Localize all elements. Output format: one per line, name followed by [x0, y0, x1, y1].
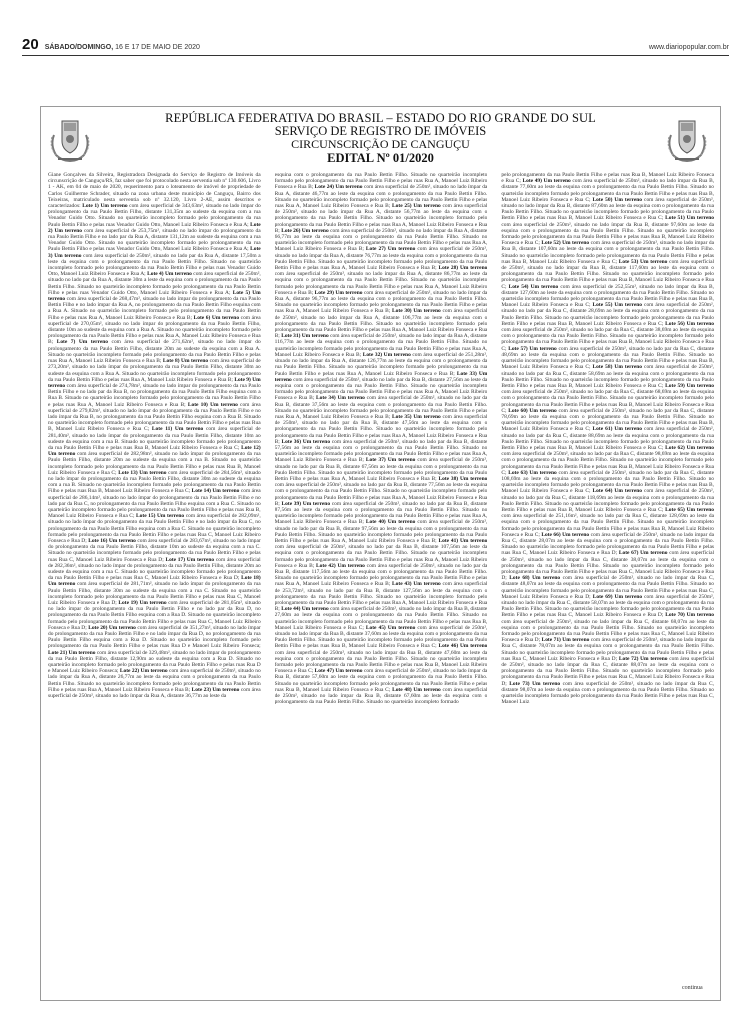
lot-label: Lote 53) Um terreno — [618, 258, 668, 265]
lot-description: com área superficial de 250m², situado no lado par da Rua C, distante 118,69m ao leste da esquina com o prolongamento da rua Paulo Bettin Filho. Situado no quarteirão incompleto formado pelo prolongamento da rua Paulo Bettin Filho e pelas ruas Rua B, Manoel Luiz Ribeiro Fonseca e Rua C; — [501, 488, 714, 513]
lot-description: com área superficial de 250m², situado no lado ímpar da Rua C, distante 98,07m ao leste da esquina com o prolongamento da rua Paulo Bettin Filho. Situado no quarteirão incompleto formado pelo prolongamento da rua Paulo Bettin Filho e pelas ruas Rua C, Manoel Luiz — [501, 680, 714, 706]
lot-description: com área superficial de 250m², situado no lado par da Rua C, distante 78,69m ao leste da esquina com o prolongamento da rua Paulo Bettin Filho. Situado no quarteirão incompleto formado pelo prolongamento da rua Paulo Bettin Filho e pelas ruas Rua B, Manoel Luiz Ribeiro Fonseca e Rua C; — [501, 407, 714, 433]
lot-description: com área superficial de 250m², situado no lado ímpar da Rua C, distante 88,07m ao leste da esquina com o prolongamento da rua Paulo Bettin Filho. Situado no quarteirão incompleto formado pelo prolongamento da rua Paulo Bettin Filho e pelas ruas Rua C, Manoel Luiz Ribeiro Fonseca e Rua D; — [501, 655, 714, 687]
lot-label: Lote 28) Um terreno — [438, 265, 488, 272]
lot-label: Lote 30) Um terreno — [392, 308, 441, 315]
lot-label: Lote 15) Um terreno — [136, 513, 185, 520]
lot-description: com área superficial de 250m², situado no lado ímpar da Rua A, distante 106,77m ao leste da esquina com o prolongamento da rua Paulo Bettin Filho. Situado no quarteirão incompleto formado pelo prolongamento da rua Paulo Bettin Filho e pelas ruas Rua A, Manoel Luiz Ribeiro Fonseca e Rua B; — [274, 308, 488, 340]
lot-description: com área superficial de 253,72m², situado no lado par da Rua B, distante 127,56m ao leste da esquina com o prolongamento da rua Paulo Bettin Filho. Situado no quarteirão incompleto formado pelo prolongamento da rua Paulo Bettin Filho e pelas ruas Rua A, Manoel Luiz Ribeiro Fonseca e Rua B; — [274, 581, 488, 613]
lot-label: Lote 9) Um terreno — [48, 376, 261, 389]
lot-description: com área superficial de 250m², situado no lado ímpar da Rua C, distante 68,07m ao leste da esquina com o prolongamento da rua Paulo Bettin Filho. Situado no quarteirão incompleto formado pelo prolongamento da rua Paulo Bettin Filho e pelas ruas Rua C, Manoel Luiz Ribeiro Fonseca e Rua D; — [501, 618, 714, 644]
lot-label: Lote 41) Um terreno — [438, 537, 488, 544]
lot-description: com área superficial de 282,98m², situado no lado ímpar do prolongamento da rua Paulo Bettin Filho, distante 20m ao sudeste da esquina com a rua B. Situado no quarteirão incompleto formado pelo prolongamento da rua Paulo Bettin Filho e pelas ruas Rua B, Manoel Luiz Ribeiro Fonseca e Rua C; — [48, 451, 261, 476]
lot-description: com área superficial de 250m², situado no lado ímpar da Rua C, distante 38,07m ao leste da esquina com o prolongamento da rua Paulo Bettin Filho. Situado no quarteirão incompleto formado pelo prolongamento da rua Paulo Bettin Filho e pelas ruas Rua C, Manoel Luiz Ribeiro Fonseca e Rua D; — [501, 550, 714, 582]
lot-label: Lote 31) Um terreno — [281, 333, 329, 340]
lot-description: com área superficial de 250m², situado no lado ímpar da Rua C, distante 48,07m ao leste da esquina com o prolongamento da rua Paulo Bettin Filho. Situado no quarteirão incompleto formado pelo prolongamento da rua Paulo Bettin Filho e pelas ruas Rua C, Manoel Luiz Ribeiro Fonseca e Rua D; — [501, 575, 714, 600]
lot-label: Lote 33) Um terreno — [274, 370, 488, 383]
lot-description: com área superficial de 250m², situado no lado ímpar da Rua B, distante 97,60m ao leste da esquina com o prolongamento da rua Paulo Bettin Filho. Situado no quarteirão incompleto formado pelo prolongamento da rua Paulo Bettin Filho e pelas ruas Rua B, Manoel Luiz Ribeiro Fonseca e Rua C; — [501, 221, 714, 247]
lot-label: Lote 60) Um terreno — [508, 407, 557, 414]
lot-label: Lote 38) Um terreno — [438, 475, 488, 482]
lot-description: com área superficial de 250m², situado no lado par da Rua A, distante 30m a leste da esquina com o prolongamento da rua Paulo Bettin Filho. Situado no quarteirão incompleto formado pelo prolongamento da rua Paulo Bettin Filho e pelas ruas Venador Guido Otto, Manoel Luiz Ribeiro Fonseca e Rua A; — [48, 271, 261, 296]
notice-heading — [110, 112, 651, 165]
lot-label: Lote 16) Um terreno — [88, 537, 136, 544]
lot-description: com área superficial de 283,67m², situado no lado ímpar do prolongamento da rua Paulo Bettin Filho, distante 10m ao sudeste da esquina com a rua C. Situado no quarteirão incompleto formado pelo prolongamento da rua Paulo Bettin Filho e pelas ruas Rua C, Manoel Luiz Ribeiro Fonseca e Rua D; — [48, 537, 261, 563]
masthead-left — [22, 37, 200, 52]
lot-description: com área superficial de 253,75m², situado no lado ímpar do prolongamento da rua Paulo Bettin Filho e no lado par da Rua A, distante 131,12m ao sudeste da esquina com a rua Venador Guido Otto. Situado no quarteirão incompleto formado pelo prolongamento da rua Paulo Bettin Filho e pelas ruas Venador Guido Otto, Manoel Luiz Ribeiro Fonseca e Rua A; — [48, 227, 261, 253]
lot-label: Lote 13) Um terreno — [118, 469, 167, 476]
lot-description: com área superficial de 250m², situado no lado ímpar da Rua A, distante 36,77m ao leste da — [48, 686, 261, 700]
lot-description: com área superficial de 270,05m², situado no lado ímpar do prolongamento da rua Paulo Bettin Filho, distante 10m ao sudeste da esquina com a Rua A. Situado no quarteirão incompleto formado pelo prolongamento da rua Paulo Bettin Filho e pelas ruas Rua A, Manoel Luiz Ribeiro Fonseca e Rua B; — [48, 314, 261, 346]
lot-label: Lote 34) Um terreno — [316, 395, 365, 402]
lot-description: com área superficial de 250m², situado no lado ímpar da Rua B, distante 67,60m ao leste da esquina com o prolongamento da rua Paulo Bettin Filho. Situado no quarteirão incompleto formado — [274, 686, 488, 706]
lot-label: Lote 35) Um terreno — [392, 413, 441, 420]
lot-label: Lote 55) Um terreno — [592, 302, 643, 309]
lot-label: Lote 11) Um terreno — [151, 426, 204, 433]
lot-label: Lote 52) Um terreno — [541, 240, 590, 247]
coat-of-arms-icon — [48, 115, 92, 163]
lot-label: Lote 29) Um terreno — [314, 289, 363, 296]
lot-label: Lote 72) Um terreno — [618, 655, 668, 662]
lot-description: com área superficial de 250m², situado no lado ímpar da Rua B, distante 27,60m ao leste da esquina com o prolongamento da rua Paulo Bettin Filho. Situado no quarteirão incompleto formado pelo prolongamento da rua Paulo Bettin Filho e pelas ruas Rua B, Manoel Luiz Ribeiro Fonseca e Rua C; — [274, 606, 488, 631]
lot-description: com área superficial de 250m², situado no lado ímpar da Rua A, distante 96,77m ao leste da esquina com o prolongamento da rua Paulo Bettin Filho. Situado no quarteirão incompleto formado pelo prolongamento da rua Paulo Bettin Filho e pelas ruas Rua A, Manoel Luiz Ribeiro Fonseca e Rua B; — [274, 289, 488, 315]
lot-description: com área superficial de 268,47m², situado no lado ímpar do prolongamento da rua Paulo Bettin Filho e no lado ímpar da Rua A, no prolongamento da rua Paulo Bettin Filho esquina com a Rua A. Situado no quarteirão incompleto formado pelo prolongamento da rua Paulo Bettin Filho e pelas ruas Rua A, Manoel Luiz Ribeiro Fonseca e Rua B; — [48, 296, 261, 321]
lot-label: Lote 44) Um terreno — [281, 606, 329, 613]
lot-label: Lote 39) Um terreno — [281, 500, 331, 507]
lot-description: com área superficial de 250m², situado no lado par da Rua C, distante 108,69m ao leste da esquina com o prolongamento da rua Paulo Bettin Filho. Situado no quarteirão incompleto formado pelo prolongamento da rua Paulo Bettin Filho e pelas ruas Rua B, Manoel Luiz Ribeiro Fonseca e Rua C; — [501, 469, 714, 495]
coat-of-arms-icon — [665, 115, 709, 163]
lot-description: com área superficial de 250m², situado no lado par da Rua B, distante 117,56m ao leste da esquina com o prolongamento da rua Paulo Bettin Filho. Situado no quarteirão incompleto formado pelo prolongamento da rua Paulo Bettin Filho e pelas ruas Rua A, Manoel Luiz Ribeiro Fonseca e Rua B; — [274, 562, 488, 588]
continuation-note: continua — [682, 985, 703, 991]
lot-label: Lote 46) Um terreno — [438, 643, 488, 650]
lot-label: Lote 24) Um terreno — [314, 184, 363, 191]
heading-circumscription: CIRCUNSCRIÇÃO DE CANGUÇU — [291, 137, 470, 151]
lot-description: com área superficial de 284,56m², situado no lado ímpar do prolongamento da rua Paulo Bettin Filho, distante 30m ao sudeste da esquina com a rua B. Situado no quarteirão incompleto formado pelo prolongamento da rua Paulo Bettin Filho e pelas ruas Rua B, Manoel Luiz Ribeiro Fonseca e Rua C; — [48, 469, 261, 495]
lot-description: com área superficial de 250m², situado no lado ímpar da Rua B, distante 87,60m ao leste da esquina com o prolongamento da rua Paulo Bettin Filho. Situado no quarteirão incompleto formado pelo prolongamento da rua Paulo Bettin Filho e pelas ruas Rua B, Manoel Luiz Ribeiro Fonseca e Rua C; — [501, 196, 714, 222]
lot-description: com área superficial de 250m², situado no lado ímpar da Rua B, distante 107,60m ao leste da esquina com o prolongamento da rua Paulo Bettin Filho. Situado no quarteirão incompleto formado pelo prolongamento da rua Paulo Bettin Filho e pelas ruas Rua B, Manoel Luiz Ribeiro Fonseca e Rua C; — [501, 240, 714, 265]
lot-label: Lote 2) Um terreno — [48, 221, 261, 234]
lot-label: Lote 70) Um terreno — [665, 612, 714, 619]
lot-label: Lote 48) Um terreno — [392, 686, 441, 693]
lot-description: com área superficial de 250m², situado no lado par da Rua C, distante 88,69m ao leste da esquina com o prolongamento da rua Paulo Bettin Filho. Situado no quarteirão incompleto formado pelo prolongamento da rua Paulo Bettin Filho e pelas ruas Rua B, Manoel Luiz Ribeiro Fonseca e Rua C; — [501, 426, 714, 451]
lot-label: Lote 21) Um terreno — [48, 649, 96, 656]
lot-description: com área superficial de 250m², situado no lado ímpar da Rua B, distante 47,60m ao leste da esquina com o prolongamento da rua Paulo Bettin Filho. Situado no quarteirão incompleto formado pelo prolongamento da rua Paulo Bettin Filho e pelas ruas Rua B, Manoel Luiz Ribeiro Fonseca e Rua C; — [274, 649, 488, 675]
lot-description: com área superficial de 281,40m², situado no lado ímpar do prolongamento da rua Paulo Bettin Filho, distante 10m ao sudeste da esquina com a rua B. Situado no quarteirão incompleto formado pelo prolongamento da rua Paulo Bettin Filho e pelas ruas Rua B, Manoel Luiz Ribeiro Fonseca e Rua C; — [48, 426, 261, 451]
lot-description: com área superficial de 250m², situado no lado par da Rua B, distante 67,56m ao leste da esquina com o prolongamento da rua Paulo Bettin Filho. Situado no quarteirão incompleto formado pelo prolongamento da rua Paulo Bettin Filho e pelas ruas Rua A, Manoel Luiz Ribeiro Fonseca e Rua B; — [274, 457, 488, 482]
lot-label: Lote 62) Um terreno — [665, 444, 714, 451]
lot-description: com área superficial de 250m², situado no lado ímpar da Rua A, distante 66,77m ao leste da esquina com o prolongamento da rua Paulo Bettin Filho. Situado no quarteirão incompleto formado pelo prolongamento da rua Paulo Bettin Filho e pelas ruas Rua A, Manoel Luiz Ribeiro Fonseca e Rua B; — [274, 227, 488, 253]
lot-description: com área superficial de 250m², situado no lado ímpar da Rua C, distante 28,07m ao leste da esquina com o prolongamento da rua Paulo Bettin Filho. Situado no quarteirão incompleto formado pelo prolongamento da rua Paulo Bettin Filho e pelas ruas Rua C, Manoel Luiz Ribeiro Fonseca e Rua D; — [501, 531, 714, 557]
lot-description: com área superficial de 279,82m², situado no lado ímpar do prolongamento da rua Paulo Bettin Filho e no lado ímpar da Rua B, no prolongamento da rua Paulo Bettin Filho esquina com a Rua B. Situado no quarteirão incompleto formado pelo prolongamento da rua Paulo Bettin Filho e pelas ruas Rua B, Manoel Luiz Ribeiro Fonseca e Rua C; — [48, 401, 261, 433]
lot-label: Lote 18) Um terreno — [48, 575, 261, 588]
lot-description: pelo prolongamento da rua Paulo Bettin Filho e pelas ruas Rua B, Manoel Luiz Ribeiro Fonseca e Rua C; — [501, 172, 714, 185]
lot-label: Lote 19) Um terreno — [118, 600, 167, 607]
lot-label: Lote 20) Um terreno — [88, 624, 136, 631]
lot-description: com área superficial de 250m², situado no lado ímpar da Rua A, distante 76,77m ao leste da esquina com o prolongamento da rua Paulo Bettin Filho. Situado no quarteirão incompleto formado pelo prolongamento da rua Paulo Bettin Filho e pelas ruas Rua A, Manoel Luiz Ribeiro Fonseca e Rua B; — [274, 246, 488, 272]
lot-label: Lote 37) Um terreno — [365, 457, 416, 464]
lot-description: com área superficial de 250m², situado no lado ímpar da Rua B, distante 37,60m ao leste da esquina com o prolongamento da rua Paulo Bettin Filho. Situado no quarteirão incompleto formado pelo prolongamento da rua Paulo Bettin Filho e pelas ruas Rua B, Manoel Luiz Ribeiro Fonseca e Rua C; — [274, 624, 488, 650]
lot-label: Lote 7) Um terreno — [56, 339, 108, 346]
text-column-1 — [48, 172, 261, 982]
lot-label: Lote 5) Um terreno — [48, 289, 261, 303]
lot-description: com área superficial de 250m², situado no lado par da Rua C, distante 98,69m ao leste da esquina com o prolongamento da rua Paulo Bettin Filho. Situado no quarteirão incompleto formado pelo prolongamento da rua Paulo Bettin Filho e pelas ruas Rua B, Manoel Luiz Ribeiro Fonseca e Rua C; — [501, 451, 714, 476]
lot-description: com área superficial de 250m², situado no lado par da Rua B, distante 27,56m ao leste da esquina com o prolongamento da rua Paulo Bettin Filho. Situado no quarteirão incompleto formado pelo prolongamento da rua Paulo Bettin Filho e pelas ruas Rua A, Manoel Luiz Ribeiro Fonseca e Rua B; — [274, 376, 488, 402]
lot-description: com área superficial de 250m², situado no lado ímpar da Rua A, distante 86,77m ao leste da esquina com o prolongamento da rua Paulo Bettin Filho. Situado no quarteirão incompleto formado pelo prolongamento da rua Paulo Bettin Filho e pelas ruas Rua A, Manoel Luiz Ribeiro Fonseca e Rua B; — [274, 271, 488, 296]
heading-edital-number: EDITAL Nº 01/2020 — [327, 151, 434, 165]
lot-description: com área superficial de 250m², situado no lado par da Rua B, distante 87,56m ao leste da esquina com o prolongamento da rua Paulo Bettin Filho. Situado no quarteirão incompleto formado pelo prolongamento da rua Paulo Bettin Filho e pelas ruas Rua A, Manoel Luiz Ribeiro Fonseca e Rua B; — [274, 500, 488, 526]
lot-description: com área superficial de 252,55m², situado no lado ímpar da Rua B, distante 127,60m ao leste da esquina com o prolongamento da rua Paulo Bettin Filho. Situado no quarteirão incompleto formado pelo prolongamento da rua Paulo Bettin Filho e pelas ruas Rua B, Manoel Luiz Ribeiro Fonseca e Rua C; — [501, 283, 714, 309]
text-column-3 — [501, 172, 714, 982]
issue-day: SÁBADO/DOMINGO, — [44, 44, 114, 51]
lot-label: Lote 10) Um terreno — [187, 401, 238, 408]
lot-description: com área superficial de 282,36m², situado no lado ímpar do prolongamento da rua Paulo Bettin Filho, distante 20m ao sudeste da esquina com a rua C. Situado no quarteirão incompleto formado pelo prolongamento da rua Paulo Bettin Filho e pelas ruas Rua C, Manoel Luiz Ribeiro Fonseca e Rua D; — [48, 556, 261, 582]
lot-description: com área superficial de 286,14m², situado no lado ímpar do prolongamento da rua Paulo Bettin Filho e no lado par da Rua C, no prolongamento da rua Paulo Bettin Filho esquina com a Rua C. Situado no quarteirão incompleto formado pelo prolongamento da rua Paulo Bettin Filho e pelas ruas Rua B, Manoel Luiz Ribeiro Fonseca e Rua C; — [48, 488, 261, 520]
lot-label: Lote 54) Um terreno — [508, 283, 559, 290]
lot-label: Lote 71) Um terreno — [541, 637, 590, 644]
lot-label: Lote 61) Um terreno — [592, 426, 643, 433]
lot-description: com área superficial de 250m², situado no lado par da Rua B, distante 97,56m ao leste da esquina com o prolongamento da rua Paulo Bettin Filho. Situado no quarteirão incompleto formado pelo prolongamento da rua Paulo Bettin Filho e pelas ruas Rua A, Manoel Luiz Ribeiro Fonseca e Rua B; — [274, 519, 488, 544]
lot-label: Lote 12) Um terreno — [48, 444, 261, 458]
lot-label: Lote 4) Um terreno — [147, 271, 192, 278]
lot-label: Lote 56) Um terreno — [665, 320, 714, 327]
lot-description: com área superficial de 250m², situado no lado par da Rua C, distante 68,69m ao leste da esquina com o prolongamento da rua Paulo Bettin Filho. Situado no quarteirão incompleto formado pelo prolongamento da rua Paulo Bettin Filho e pelas ruas Rua B, Manoel Luiz Ribeiro Fonseca e Rua C; — [501, 389, 714, 414]
text-column-2 — [275, 172, 488, 982]
lot-label: Lote 22) Um terreno — [119, 668, 168, 675]
lot-description: com área superficial de 343,63m², situado no lado ímpar do prolongamento da rua Paulo Bettin Filho, distante 131,35m ao sudeste da esquina com a rua Venador Guido Otto. Situado no quarteirão incompleto formado pelo prolongamento da rua Paulo Bettin Filho e pelas ruas Venador Guido Otto, Manoel Luiz Ribeiro Fonseca e Rua A; — [48, 203, 261, 228]
lot-description: com área superficial de 250m², situado no lado par da Rua B, distante 37,56m ao leste da esquina com o prolongamento da rua Paulo Bettin Filho. Situado no quarteirão incompleto formado pelo prolongamento da rua Paulo Bettin Filho e pelas ruas Rua A, Manoel Luiz Ribeiro Fonseca e Rua B; — [274, 395, 488, 420]
lot-label: Lote 6) Um terreno — [193, 314, 240, 321]
heading-registry: SERVIÇO DE REGISTRO DE IMÓVEIS — [274, 124, 487, 138]
lot-description: com área superficial de 250m², situado no lado par da Rua C, distante 48,69m ao leste da esquina com o prolongamento da rua Paulo Bettin Filho. Situado no quarteirão incompleto formado pelo prolongamento da rua Paulo Bettin Filho e pelas ruas Rua B, Manoel Luiz Ribeiro Fonseca e Rua C; — [501, 345, 714, 371]
masthead-divider — [22, 55, 729, 56]
heading-republic: REPÚBLICA FEDERATIVA DO BRASIL – ESTADO DO RIO GRANDE DO SUL — [165, 111, 596, 125]
lot-label: Lote 59) Um terreno — [665, 382, 714, 389]
lot-label: Lote 42) Um terreno — [316, 562, 365, 569]
lot-description: com área superficial de 250m², situado no lado par da Rua B, distante 107,56m ao leste da esquina com o prolongamento da rua Paulo Bettin Filho. Situado no quarteirão incompleto formado pelo prolongamento da rua Paulo Bettin Filho e pelas ruas Rua A, Manoel Luiz Ribeiro Fonseca e Rua B; — [274, 544, 488, 569]
lot-label: Lote 25) Um terreno — [392, 203, 441, 210]
lot-label: Lote 43) Um terreno — [392, 581, 441, 588]
issue-date — [45, 44, 200, 52]
lot-description: com área superficial de 250m², situado no lado par da Rua A, distante 17,50m a leste da esquina com o prolongamento da rua Paulo Bettin Filho. Situado no quarteirão incompleto formado pelo prolongamento da rua Paulo Bettin Filho e pelas ruas Venador Guido Otto, Manoel Luiz Ribeiro Fonseca e Rua A; — [48, 252, 261, 278]
lot-label: Lote 3) Um terreno — [48, 246, 261, 259]
lot-label: Lote 57) Um terreno — [508, 345, 557, 352]
lot-label: Lote 63) Um terreno — [508, 469, 557, 476]
lot-label: Lote 26) Um terreno — [281, 227, 329, 234]
lot-label: Lote 67) Um terreno — [618, 550, 668, 557]
lot-label: Lote 14) Um terreno — [191, 488, 240, 495]
lot-description: com área superficial de 250m², situado no lado par da Rua C, distante 58,69m ao leste da esquina com o prolongamento da rua Paulo Bettin Filho. Situado no quarteirão incompleto formado pelo prolongamento da rua Paulo Bettin Filho e pelas ruas Rua B, Manoel Luiz Ribeiro Fonseca e Rua C; — [501, 364, 714, 389]
lot-label: Lote 23) Um terreno — [191, 686, 240, 693]
page-number: 20 — [22, 36, 39, 53]
lot-label: Lote 51) Um terreno — [665, 215, 714, 222]
lot-label: Lote 8) Um terreno — [162, 358, 209, 365]
lot-description: com área superficial de 250m², situado no lado par da Rua C, distante 38,69m ao leste da esquina com o prolongamento da rua Paulo Bettin Filho. Situado no quarteirão incompleto formado pelo prolongamento da rua Paulo Bettin Filho e pelas ruas Rua B, Manoel Luiz Ribeiro Fonseca e Rua C; — [501, 327, 714, 352]
masthead — [22, 36, 729, 52]
lot-label: Lote 64) Um terreno — [592, 488, 643, 495]
issue-date-rest: 16 E 17 DE MAIO DE 2020 — [115, 44, 200, 51]
lot-label: Lote 32) Um terreno — [362, 351, 411, 358]
lot-label: Lote 47) Um terreno — [314, 668, 363, 675]
lot-description: com área superficial de 250m², situado no lado ímpar da Rua A, distante 26,77m ao leste da esquina com o prolongamento da rua Paulo Bettin Filho. Situado no quarteirão incompleto formado pelo prolongamento da rua Paulo Bettin Filho e pelas ruas Rua A, Manoel Luiz Ribeiro Fonseca e Rua B; — [48, 668, 261, 693]
lot-label: Lote 66) Um terreno — [541, 531, 590, 538]
lot-label: Lote 40) Um terreno — [365, 519, 416, 526]
lot-label: Lote 69) Um terreno — [592, 593, 643, 600]
lot-label: Lote 36) Um terreno — [281, 438, 331, 445]
lot-description: com área superficial de 281,71m², situado no lado ímpar do prolongamento da rua Paulo Bettin Filho, distante 30m ao sudeste da esquina com a rua C. Situado no quarteirão incompleto formado pelo prolongamento da rua Paulo Bettin Filho e pelas ruas Rua C, Manoel Luiz Ribeiro Fonseca e Rua D; — [48, 581, 261, 607]
lot-description: com área superficial de 250m², situado no lado ímpar da Rua A, distante 56,77m ao leste da esquina com o prolongamento da rua Paulo Bettin Filho. Situado no quarteirão incompleto formado pelo prolongamento da rua Paulo Bettin Filho e pelas ruas Rua A, Manoel Luiz Ribeiro Fonseca e Rua B; — [274, 203, 488, 234]
lot-description: com área superficial de 282,09m², situado no lado ímpar do prolongamento da rua Paulo Bettin Filho e no lado ímpar da Rua C, no prolongamento da rua Paulo Bettin Filho esquina com a Rua C. Situado no quarteirão incompleto formado pelo prolongamento da rua Paulo Bettin Filho e pelas ruas Rua C, Manoel Luiz Ribeiro Fonseca e Rua D; — [48, 513, 261, 544]
lot-description: com área superficial de 250m², situado no lado ímpar da Rua B, distante 117,60m ao leste da esquina com o prolongamento da rua Paulo Bettin Filho. Situado no quarteirão incompleto formado pelo prolongamento da rua Paulo Bettin Filho e pelas ruas Rua B, Manoel Luiz Ribeiro Fonseca e Rua C; — [501, 258, 714, 290]
lot-description: com área superficial de 250m², situado no lado ímpar da Rua C, distante 78,07m ao leste da esquina com o prolongamento da rua Paulo Bettin Filho. Situado no quarteirão incompleto formado pelo prolongamento da rua Paulo Bettin Filho e pelas ruas Rua C, Manoel Luiz Ribeiro Fonseca e Rua D; — [501, 637, 714, 662]
lot-description: com área superficial de 250m², situado no lado ímpar da Rua B, distante 57,60m ao leste da esquina com o prolongamento da rua Paulo Bettin Filho. Situado no quarteirão incompleto formado pelo prolongamento da rua Paulo Bettin Filho e pelas ruas Rua B, Manoel Luiz Ribeiro Fonseca e Rua C; — [274, 668, 488, 693]
lot-description: com área superficial de 274,78m², situado no lado ímpar do prolongamento da rua Paulo Bettin Filho e no lado par da Rua B, no prolongamento da rua Paulo Bettin Filho esquina com a Rua B. Situado no quarteirão incompleto formado pelo prolongamento da rua Paulo Bettin Filho e pelas ruas Rua A, Manoel Luiz Ribeiro Fonseca e Rua B; — [48, 382, 261, 408]
lot-label: Lote 27) Um terreno — [365, 246, 416, 253]
lot-description: com área superficial de 250m², situado no lado ímpar da Rua B, distante 77,60m ao leste da esquina com o prolongamento da rua Paulo Bettin Filho. Situado no quarteirão incompleto formado pelo prolongamento da rua Paulo Bettin Filho e pelas ruas Rua B, Manoel Luiz Ribeiro Fonseca e Rua C; — [501, 178, 714, 203]
notice-body — [48, 172, 714, 982]
intro-paragraph: Giane Gonçalves da Silveira, Registradora Designada do Serviço de Registro de Imóveis da circunscrição de Canguçu/RS, faz saber que foi protocolado nesta serventia sob nº 130.606, Livro 1 - AK, em 04 de maio de 2020, requerimento para o loteamento de imóvel de propriedade de Carlos Guilherme Schrader, situado na zona urbana deste município de Canguçu, Bairro dos Teixeiras, matriculado nesta serventia sob nº 32.120, Livro 2-AE, assim descritos e caracterizados: — [48, 172, 261, 210]
lot-description: com área superficial de 351,27m², situado no lado ímpar do prolongamento da rua Paulo Bettin Filho e no lado ímpar da Rua D, no prolongamento da rua Paulo Bettin Filho esquina com a Rua D. Situado no quarteirão incompleto formado pelo prolongamento da rua Paulo Bettin Filho e pelas ruas Rua D e Manoel Luiz Ribeiro Fonseca; — [48, 624, 261, 650]
lot-label: Lote 45) Um terreno — [365, 624, 416, 631]
lot-description: com área superficial de 273,20m², situado no lado ímpar do prolongamento da rua Paulo Bettin Filho, distante 30m ao sudeste da esquina com a Rua A. Situado no quarteirão incompleto formado pelo prolongamento da rua Paulo Bettin Filho e pelas ruas Rua A, Manoel Luiz Ribeiro Fonseca e Rua B; — [48, 358, 261, 383]
lot-entry — [501, 681, 714, 706]
lot-description: com área superficial de 250m², situado no lado par da Rua B, distante 57,56m ao leste da esquina com o prolongamento da rua Paulo Bettin Filho. Situado no quarteirão incompleto formado pelo prolongamento da rua Paulo Bettin Filho e pelas ruas Rua A, Manoel Luiz Ribeiro Fonseca e Rua B; — [274, 438, 488, 464]
lot-label: Lote 58) Um terreno — [592, 364, 643, 371]
lot-description: esquina com o prolongamento da rua Paulo Bettin Filho. Situado no quarteirão incompleto formado pelo prolongamento da rua Paulo Bettin Filho e pelas ruas Rua A, Manoel Luiz Ribeiro Fonseca e Rua B; — [274, 172, 488, 191]
lot-description: com área superficial de 250m², situado no lado par da Rua C, distante 28,69m ao leste da esquina com o prolongamento da rua Paulo Bettin Filho. Situado no quarteirão incompleto formado pelo prolongamento da rua Paulo Bettin Filho e pelas ruas Rua B, Manoel Luiz Ribeiro Fonseca e Rua C; — [501, 302, 714, 327]
lot-description: com área superficial de 250m², situado no lado par da Rua B, distante 47,56m ao leste da esquina com o prolongamento da rua Paulo Bettin Filho. Situado no quarteirão incompleto formado pelo prolongamento da rua Paulo Bettin Filho e pelas ruas Rua A, Manoel Luiz Ribeiro Fonseca e Rua B; — [274, 413, 488, 445]
lot-description: com área superficial de 329,48m², situado no lado ímpar do prolongamento da rua Paulo Bettin Filho, distante 12,90m ao sudeste da esquina com a Rua D. Situado no quarteirão incompleto formado pelo prolongamento da rua Paulo Bettin Filho e pelas ruas Rua D e Manoel Luiz Ribeiro Fonseca; — [48, 649, 261, 675]
lot-label: Lote 49) Um terreno — [522, 178, 571, 185]
lot-label: Lote 73) Um terreno — [509, 680, 561, 687]
lot-description: com área superficial de 250m², situado no lado ímpar da Rua A, distante 46,77m ao leste da esquina com o prolongamento da rua Paulo Bettin Filho. Situado no quarteirão incompleto formado pelo prolongamento da rua Paulo Bettin Filho e pelas ruas Rua A, Manoel Luiz Ribeiro Fonseca e Rua B; — [274, 184, 488, 210]
lot-label: Lote 68) Um terreno — [509, 575, 561, 582]
lot-description: com área superficial de 281,05m², situado no lado ímpar do prolongamento da rua Paulo Bettin Filho e no lado par da Rua D, no prolongamento da rua Paulo Bettin Filho esquina com a Rua D. Situado no quarteirão incompleto formado pelo prolongamento da rua Paulo Bettin Filho e pelas ruas Rua C, Manoel Luiz Ribeiro Fonseca e Rua D; — [48, 600, 261, 631]
lot-description: com área superficial de 250m², situado no lado ímpar da Rua C, distante 58,07m ao leste da esquina com o prolongamento da rua Paulo Bettin Filho. Situado no quarteirão incompleto formado pelo prolongamento da rua Paulo Bettin Filho e pelas ruas Rua C, Manoel Luiz Ribeiro Fonseca e Rua D; — [501, 593, 714, 619]
lot-description: com área superficial de 251,16m², situado no lado par da Rua C, distante 128,69m ao leste da esquina com o prolongamento da rua Paulo Bettin Filho. Situado no quarteirão incompleto formado pelo prolongamento da rua Paulo Bettin Filho e pelas ruas Rua B, Manoel Luiz Ribeiro Fonseca e Rua C; — [501, 513, 714, 538]
lot-label: Lote 50) Um terreno — [592, 196, 643, 203]
lot-label: Lote 17) Um terreno — [165, 556, 215, 563]
lot-label: Lote 1) Um terreno — [82, 203, 128, 210]
lot-label: Lote 65) Um terreno — [665, 506, 714, 513]
lot-description: com área superficial de 250m², situado no lado ímpar da Rua A, distante 116,77m ao leste da esquina com o prolongamento da rua Paulo Bettin Filho. Situado no quarteirão incompleto formado pelo prolongamento da rua Paulo Bettin Filho e pelas ruas Rua A, Manoel Luiz Ribeiro Fonseca e Rua B; — [274, 333, 488, 358]
lot-description: com área superficial de 251,28m², situado no lado ímpar da Rua A, distante 126,77m ao leste da esquina com o prolongamento da rua Paulo Bettin Filho. Situado no quarteirão incompleto formado pelo prolongamento da rua Paulo Bettin Filho e pelas ruas Rua A, Manoel Luiz Ribeiro Fonseca e Rua B; — [274, 351, 488, 377]
website-url: www.diariopopular.com.br — [648, 44, 729, 51]
lot-description: com área superficial de 250m², situado no lado par da Rua B, distante 77,56m ao leste da esquina com o prolongamento da rua Paulo Bettin Filho. Situado no quarteirão incompleto formado pelo prolongamento da rua Paulo Bettin Filho e pelas ruas Rua A, Manoel Luiz Ribeiro Fonseca e Rua B; — [274, 482, 488, 507]
lot-description: com área superficial de 271,62m², situado no lado ímpar do prolongamento da rua Paulo Bettin Filho, distante 20m ao sudeste da esquina com a Rua A. Situado no quarteirão incompleto formado pelo prolongamento da rua Paulo Bettin Filho e pelas ruas Rua A, Manoel Luiz Ribeiro Fonseca e Rua B; — [48, 339, 261, 365]
